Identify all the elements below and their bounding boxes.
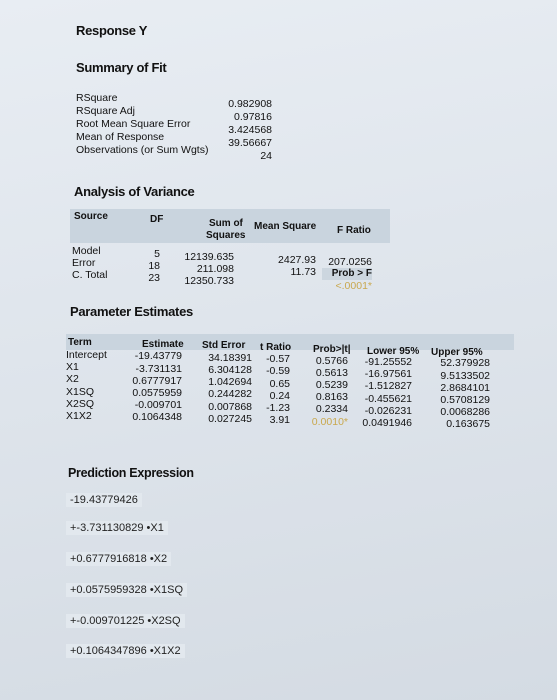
params-cell: 0.0068286 xyxy=(440,406,490,419)
prediction-line: -19.43779426 xyxy=(66,493,142,507)
anova-title: Analysis of Variance xyxy=(74,184,195,199)
anova-df: 18 xyxy=(148,260,160,272)
params-header: Prob>|t| xyxy=(313,344,351,355)
params-cell: 52.379928 xyxy=(440,357,490,370)
anova-source: Error xyxy=(72,257,96,269)
params-cell: -3.731131 xyxy=(135,362,182,375)
params-cell: 0.0575959 xyxy=(132,387,182,399)
params-cell: 0.5766 xyxy=(315,354,348,367)
prediction-line: +-3.731130829 •X1 xyxy=(66,521,168,535)
params-header: Std Error xyxy=(202,340,246,351)
params-header: t Ratio xyxy=(260,342,292,353)
params-cell: 0.007868 xyxy=(208,400,252,413)
params-cell: 3.91 xyxy=(269,414,290,427)
params-cell: -91.25552 xyxy=(364,356,412,368)
params-cell: 0.6777917 xyxy=(132,374,182,387)
params-cell: -16.97561 xyxy=(364,368,412,381)
anova-header-ss1: Sum of xyxy=(209,218,243,229)
summary-value: 39.56667 xyxy=(228,137,272,149)
params-cell: 1.042694 xyxy=(208,376,252,389)
params-header: Lower 95% xyxy=(367,346,420,357)
anova-ms: 11.73 xyxy=(290,266,316,278)
params-cell: 0.1064348 xyxy=(132,411,182,424)
params-term: X2SQ xyxy=(66,397,95,410)
prediction-line: +0.6777916818 •X2 xyxy=(66,552,171,566)
params-term: X1X2 xyxy=(66,410,92,422)
summary-label: Observations (or Sum Wgts) xyxy=(76,144,209,156)
summary-value: 0.97816 xyxy=(234,111,272,123)
params-cell: -1.512827 xyxy=(364,380,412,393)
summary-value: 24 xyxy=(260,150,272,162)
params-cell: 0.5613 xyxy=(315,366,348,379)
summary-label: RSquare xyxy=(76,92,118,104)
params-cell: -0.455621 xyxy=(364,392,412,405)
prediction-line: +-0.009701225 •X2SQ xyxy=(66,614,185,628)
anova-source: Model xyxy=(72,245,101,257)
prediction-line: +0.0575959328 •X1SQ xyxy=(66,583,187,597)
summary-value: 0.982908 xyxy=(228,98,272,110)
params-term: X2 xyxy=(66,373,79,386)
summary-label: Root Mean Square Error xyxy=(76,118,191,130)
params-term: X1 xyxy=(66,361,79,374)
params-cell: 0.163675 xyxy=(446,418,490,431)
anova-prob-f-value: <.0001* xyxy=(335,280,372,292)
params-cell: 0.027245 xyxy=(208,412,252,425)
anova-prob-f-label: Prob > F xyxy=(322,268,372,280)
anova-ms: 2427.93 xyxy=(278,254,316,266)
params-cell: 0.2334 xyxy=(315,403,348,416)
params-header: Term xyxy=(68,337,92,348)
anova-ss: 12139.635 xyxy=(184,251,234,263)
params-term: Intercept xyxy=(66,349,107,361)
summary-of-fit-title: Summary of Fit xyxy=(76,60,167,75)
params-header: Upper 95% xyxy=(431,347,483,358)
anova-header-f: F Ratio xyxy=(337,225,371,236)
anova-header-ms: Mean Square xyxy=(254,221,317,232)
summary-label: Mean of Response xyxy=(76,131,165,143)
params-cell: 6.304128 xyxy=(208,364,252,376)
prediction-expression-title: Prediction Expression xyxy=(68,466,194,480)
prediction-line: +0.1064347896 •X1X2 xyxy=(66,644,185,658)
anova-source: C. Total xyxy=(72,269,108,281)
anova-df: 5 xyxy=(154,248,160,260)
summary-label: RSquare Adj xyxy=(76,105,135,117)
params-cell: 0.5239 xyxy=(315,379,348,391)
anova-df: 23 xyxy=(148,272,160,284)
params-cell: 0.244282 xyxy=(208,388,252,401)
params-cell: -19.43779 xyxy=(134,350,182,363)
params-cell: 0.65 xyxy=(269,377,290,390)
params-cell: 2.8684101 xyxy=(440,381,490,394)
summary-value: 3.424568 xyxy=(228,124,272,136)
params-cell: -0.026231 xyxy=(364,404,412,417)
parameter-estimates-title: Parameter Estimates xyxy=(70,304,193,319)
params-header: Estimate xyxy=(142,339,184,350)
params-cell: 0.0010* xyxy=(311,415,348,428)
params-cell: 0.8163 xyxy=(315,391,348,404)
params-cell: 0.0491946 xyxy=(362,417,412,429)
anova-ss: 211.098 xyxy=(196,263,234,275)
params-cell: 34.18391 xyxy=(208,351,252,364)
params-cell: 0.5708129 xyxy=(440,394,490,406)
params-cell: -0.57 xyxy=(266,353,290,366)
params-cell: -0.59 xyxy=(266,365,290,378)
params-cell: -1.23 xyxy=(266,402,290,414)
anova-ss: 12350.733 xyxy=(184,275,234,287)
anova-header-source: Source xyxy=(74,211,108,222)
params-cell: 9.5133502 xyxy=(440,369,490,382)
anova-f-ratio: 207.0256 xyxy=(328,256,372,268)
params-cell: 0.24 xyxy=(269,389,290,402)
params-cell: -0.009701 xyxy=(134,399,182,412)
params-term: X1SQ xyxy=(66,385,95,398)
anova-header-ss2: Squares xyxy=(206,230,246,241)
response-title: Response Y xyxy=(76,23,148,38)
anova-header-df: DF xyxy=(150,214,164,225)
